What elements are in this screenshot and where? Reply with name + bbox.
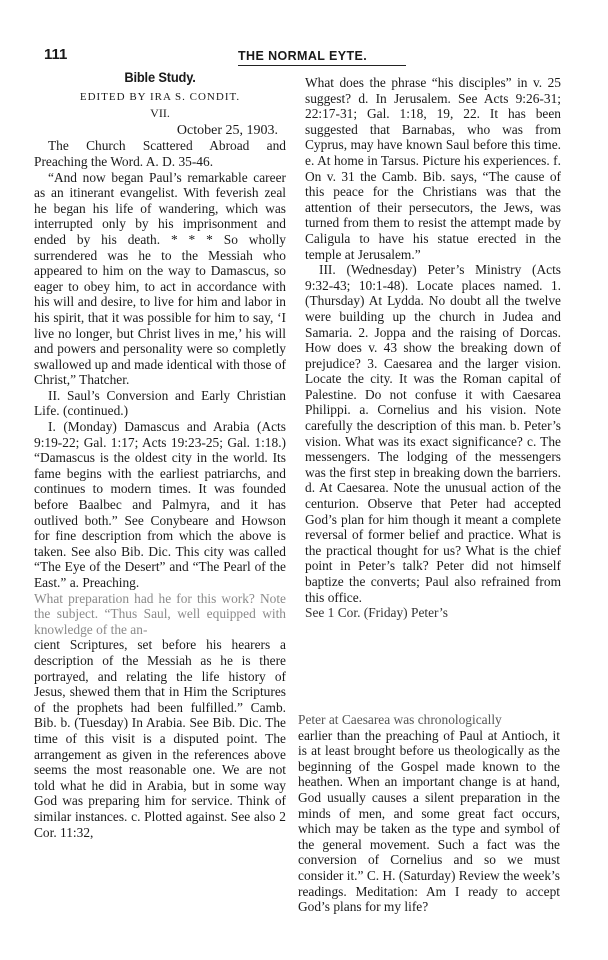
lesson-heading: The Church Scattered Abroad and Preaching the Word. A. D. 35-46. [34, 138, 286, 169]
preparation-question: What preparation had he for this work? Note the subject. “Thus Saul, well equipped with knowledge of the an- [34, 590, 286, 637]
continuation-paragraph: What does the phrase “his disciples” in v. 25 suggest? d. In Jerusalem. See Acts 9:26-31; 22:17-31; Gal. 1:18, 19, 22. It has been suggested that Barnabas, who was from Cyprus, may have known Saul before this time. e. At home in Tarsus. Picture his experiences. f. On v. 31 the Camb. Bib. says, “The cause of this peace for the Christians was that the attention of their persecutors, the Jews, was turned from them to resist the attempt made by Caligula to have his statue erected in the temple at Jerusalem.” [305, 75, 561, 262]
right-column-bottom [298, 712, 560, 915]
editor-byline: EDITED BY IRA S. CONDIT. [79, 90, 241, 103]
cutoff-line: See 1 Cor. (Friday) Peter’s [305, 605, 448, 621]
section-ii-heading: II. Saul’s Conversion and Early Christian Life. (continued.) [34, 387, 286, 419]
partial-line: Peter at Caesarea was chronologically [298, 712, 502, 727]
section-iii-paragraph: III. (Wednesday) Peter’s Ministry (Acts 9:32-43; 10:1-48). Locate places named. 1. (Thursday) At Lydda. No doubt all the twelve were building up the church in Judea and Samaria. 2. Joppa and the raising of Dorcas. How does v. 43 show the breaking down of prejudice? 3. Caesarea and the larger vision. Locate the city. It was the Roman capital of Palestine. Do not confuse it with Caesarea Philippi. a. Cornelius and his vision. Note carefully the description of this man. b. Peter’s vision. What was its exact significance? c. The messengers. The lodging of the messengers was the first step in breaking down the barriers. d. At Caesarea. Note the unusual action of the centurion. Observe that Peter had accepted God’s plan for him though it meant a complete reversal of former belief and practice. What is the practical thought for us? What is the chief point in Peter’s talk? Peter did not himself baptize the converts; Paul also refrained from this office. [305, 262, 561, 605]
closing-paragraph: earlier than the preaching of Paul at Antioch, it is at least brought before us theologically as the beginning of the Gospel made known to the heathen. When an important change is at hand, God usually causes a silent preparation in the minds of men, and some great fact occurs, which may be taken as the type and symbol of the general movement. Such a fact was the conversion of Cornelius and so we must consider it.” C. H. (Saturday) Review the week’s readings. Meditation: Am I ready to accept God’s plans for my life? [298, 727, 560, 915]
lesson-date: October 25, 1903. [176, 122, 278, 138]
intro-quote: “And now began Paul’s remarkable career as an itinerant evangelist. With feverish zeal he began his life of wandering, which was interrupted only by his imprisonment and ended by his death. * * * So wholly surrendered was he to the Messiah who appeared to him on the way to Damascus, so eager to obey him, to act in accordance with his will and desire, to live for him and labor in his spirit, that it was possible for him to say, ‘I live no longer, but Christ lives in me,’ his will and powers and personality were so completly swallowed up and made identical with those of Christ,” Thatcher. [34, 169, 286, 388]
running-head: THE NORMAL EYTE. [238, 49, 406, 66]
lesson-numeral: VII. [150, 106, 170, 121]
section-title: Bible Study. [124, 69, 196, 85]
monday-reading: I. (Monday) Damascus and Arabia (Acts 9:19-22; Gal. 1:17; Acts 19:23-25; Gal. 1:18.) “Damascus is the oldest city in the world. Its fame begins with the earliest patriarchs, and continues to modern times. It was founded before Baalbec and Palmyra, and it has outlived both.” See Conybeare and Howson for fine description from which the above is taken. See also Bib. Dic. This city was called “The Eye of the Desert” and “The Pearl of the East.” a. Preaching. [34, 419, 286, 590]
right-column-top [305, 75, 561, 621]
left-column [34, 70, 286, 840]
page-number: 111 [44, 46, 68, 63]
tuesday-reading: cient Scriptures, set before his hearers a description of the Messiah as he is there portrayed, and relating the life history of Jesus, shewed them that in Him the Scriptures of the prophets had been fulfilled.” Camb. Bib. b. (Tuesday) In Arabia. See Bib. Dic. The time of this visit is a disputed point. The arrangement as given in the references above seems the most reasonable one. We are not told what he did in Arabia, but in some way God was preparing him for service. Think of similar instances. c. Plotted against. See also 2 Cor. 11:32, [34, 637, 286, 840]
